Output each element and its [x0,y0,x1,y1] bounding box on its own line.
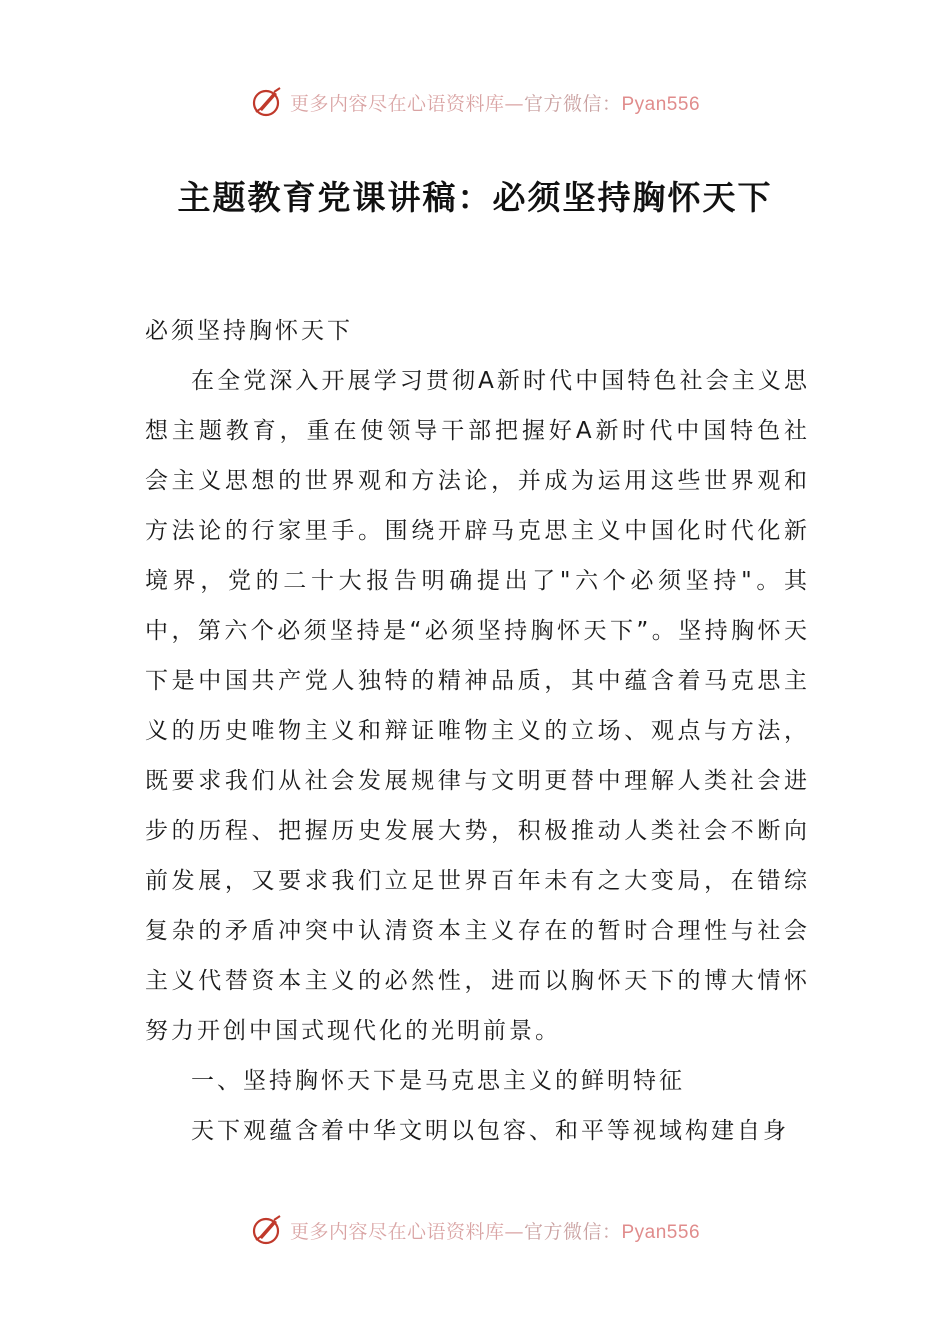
watermark-separator: — [504,92,524,115]
watermark-site-text: 更多内容尽在心语资料库 [289,1220,505,1243]
watermark-text [290,1217,700,1244]
header-watermark [0,82,950,122]
quill-pen-circle-icon [250,1213,284,1247]
watermark-wechat-id: Pyan556 [621,1221,701,1243]
footer-watermark [0,1210,950,1250]
paragraph: 在全党深入开展学习贯彻A新时代中国特色社会主义思想主题教育，重在使领导干部把握好A新时代中国特色社会主义思想的世界观和方法论，并成为运用这些世界观和方法论的行家里手。围绕开辟马克思主义中国化时代化新境界，党的二十大报告明确提出了"六个必须坚持"。其中，第六个必须坚持是“必须坚持胸怀天下”。坚持胸怀天下是中国共产党人独特的精神品质，其中蕴含着马克思主义的历史唯物主义和辩证唯物主义的立场、观点与方法，既要求我们从社会发展规律与文明更替中理解人类社会进步的历程、把握历史发展大势，积极推动人类社会不断向前发展，又要求我们立足世界百年未有之大变局，在错综复杂的矛盾冲突中认清资本主义存在的暂时合理性与社会主义代替资本主义的必然性，进而以胸怀天下的博大情怀努力开创中国式现代化的光明前景。 [145,368,810,1044]
watermark-separator: — [504,1220,524,1243]
document-title: 主题教育党课讲稿：必须坚持胸怀天下 [177,178,773,217]
document-subtitle: 必须坚持胸怀天下 [145,318,353,344]
quill-pen-circle-icon [250,85,284,119]
watermark-wechat-label: 官方微信： [523,1220,622,1243]
watermark-text [290,89,700,116]
section-heading: 一、坚持胸怀天下是马克思主义的鲜明特征 [191,1068,685,1094]
watermark-site-text: 更多内容尽在心语资料库 [289,92,505,115]
watermark-wechat-label: 官方微信： [523,92,622,115]
watermark-wechat-id: Pyan556 [621,93,701,115]
document-body [145,306,810,1156]
paragraph: 天下观蕴含着中华文明以包容、和平等视域构建自身 [191,1118,789,1144]
